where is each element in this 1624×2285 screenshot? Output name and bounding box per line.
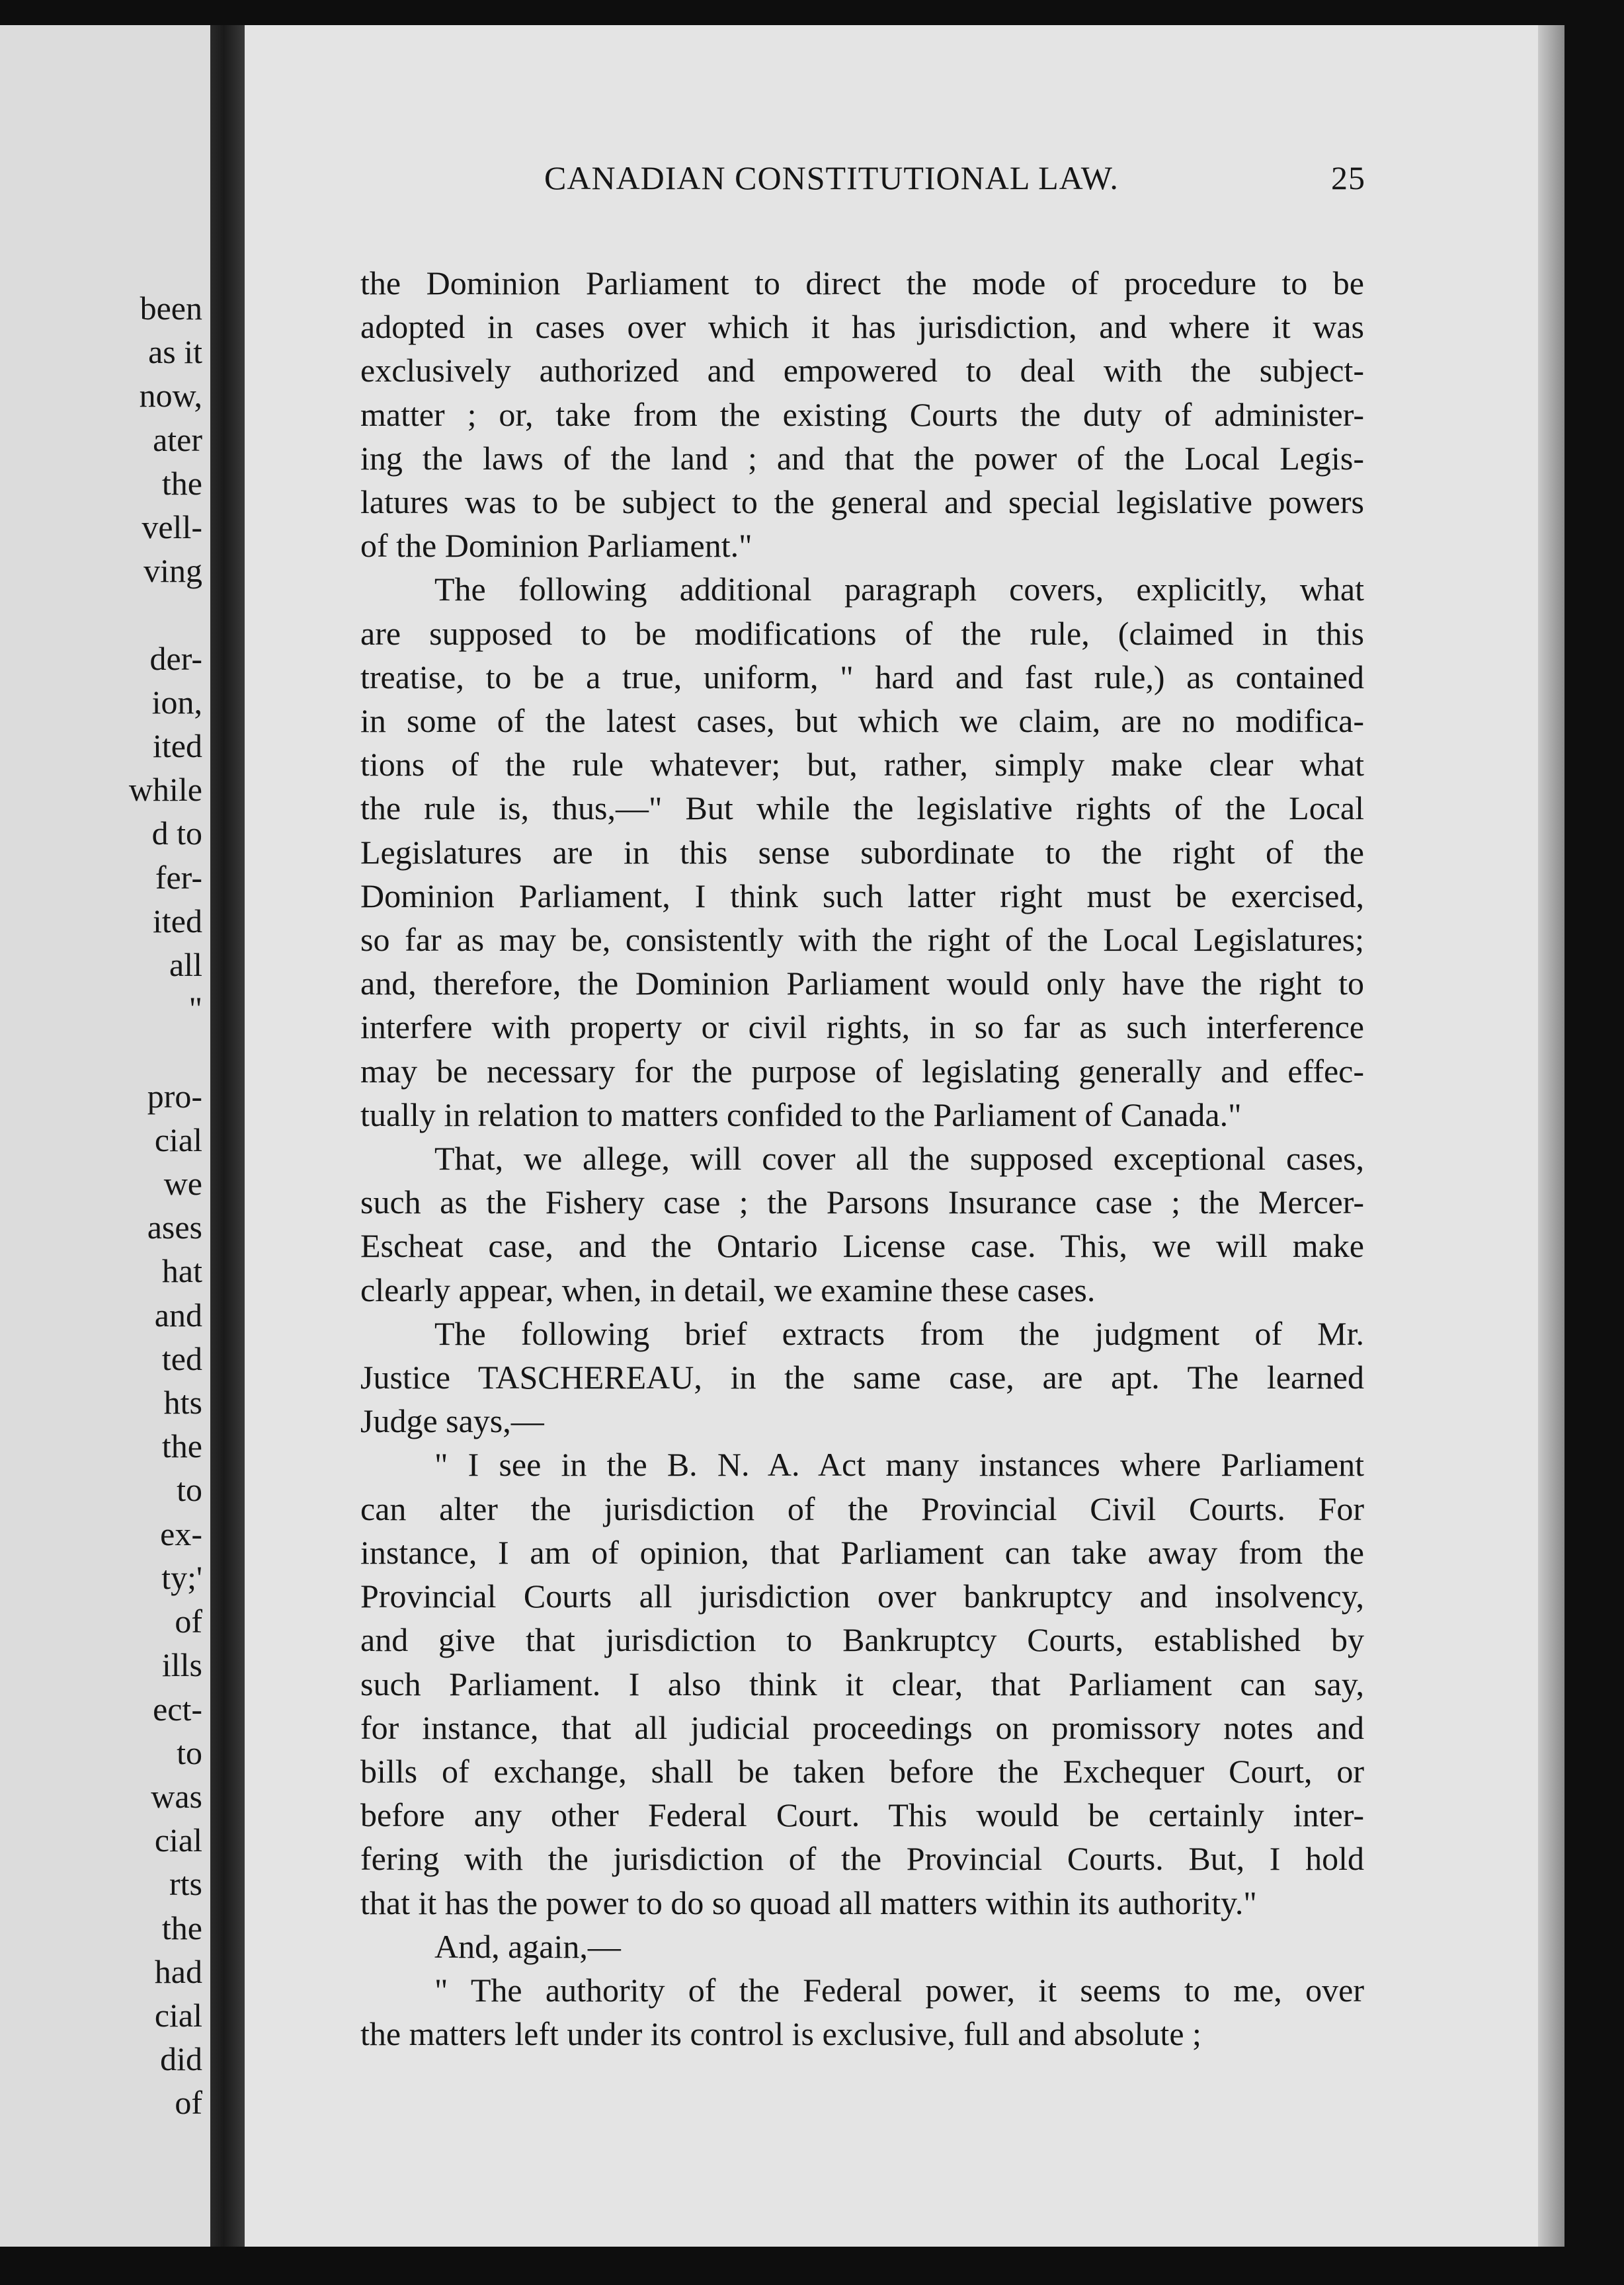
running-head-title: CANADIAN CONSTITUTIONAL LAW. <box>544 159 1119 196</box>
paragraph <box>360 1925 1364 1968</box>
text-line: instance, I am of opinion, that Parliament can take away from the <box>360 1533 1364 1571</box>
text-line: " I see in the B. N. A. Act many instances where Parliament <box>434 1446 1364 1484</box>
text-line: Justice TASCHEREAU, in the same case, are apt. The learned <box>360 1359 1364 1396</box>
text-line: are supposed to be modifications of the rule, (claimed in this <box>360 614 1364 652</box>
facing-page-fragment: of <box>175 1603 202 1640</box>
text-line: in some of the latest cases, but which we claim, are no modifica- <box>360 702 1364 740</box>
facing-page-fragment: ater <box>153 421 202 458</box>
paragraph <box>360 1137 1364 1312</box>
facing-page-fragment: cial <box>154 1996 202 2034</box>
running-head <box>301 159 1365 212</box>
facing-page-fragment: fer- <box>155 858 202 896</box>
text-line: Provincial Courts all jurisdiction over bankruptcy and insolvency, <box>360 1578 1364 1615</box>
facing-page-fragment: hts <box>163 1384 202 1422</box>
text-line: before any other Federal Court. This would be certainly inter- <box>360 1796 1364 1834</box>
facing-page-fragment: to <box>177 1734 202 1771</box>
text-line: Dominion Parliament, I think such latter right must be exercised, <box>360 877 1364 914</box>
text-line: for instance, that all judicial proceedings on promissory notes and <box>360 1708 1364 1746</box>
text-line: tually in relation to matters confided to the Parliament of Canada." <box>360 1096 1242 1133</box>
facing-page-fragment: of <box>175 2084 202 2122</box>
text-line: exclusively authorized and empowered to deal with the subject- <box>360 352 1364 389</box>
facing-page-fragment: cial <box>154 1121 202 1158</box>
text-line: And, again,— <box>434 1927 621 1965</box>
facing-page-fragment <box>129 1030 202 1074</box>
facing-page-fragment: hat <box>161 1252 202 1290</box>
text-line: so far as may be, consistently with the right of the Local Legislatures; <box>360 921 1364 959</box>
facing-page-fragment: ases <box>147 1209 202 1246</box>
text-line: ing the laws of the land ; and that the power of the Local Legis- <box>360 439 1364 477</box>
text-line: such as the Fishery case ; the Parsons Insurance case ; the Mercer- <box>360 1183 1364 1221</box>
text-line: Judge says,— <box>360 1402 544 1440</box>
facing-page-fragment: ited <box>153 727 202 765</box>
facing-page <box>0 25 210 2247</box>
text-line: that it has the power to do so quoad all matters within its authority." <box>360 1884 1257 1921</box>
facing-page-fragment: now, <box>139 377 202 415</box>
facing-page-fragment: ion, <box>151 683 202 721</box>
facing-page-fragment: while <box>128 771 202 809</box>
text-line: interfere with property or civil rights, in so far as such interference <box>360 1008 1364 1046</box>
facing-page-fragment: the <box>161 1909 202 1946</box>
facing-page-fragment: had <box>154 1952 202 1990</box>
facing-page-fragment: to <box>177 1471 202 1509</box>
page-edge <box>1538 25 1564 2247</box>
facing-page-fragment: ex- <box>160 1515 202 1552</box>
facing-page-fragment: all <box>169 946 202 984</box>
facing-page-fragment: and <box>154 1296 202 1334</box>
text-line: fering with the jurisdiction of the Provincial Courts. But, I hold <box>360 1840 1364 1878</box>
facing-page-fragment: rts <box>169 1865 202 1903</box>
facing-page-fragment: was <box>151 1777 202 1815</box>
paragraph <box>360 1968 1364 2056</box>
facing-page-fragment: d to <box>151 815 202 852</box>
facing-page-fragment: been <box>140 290 202 327</box>
text-line: That, we allege, will cover all the supposed exceptional cases, <box>434 1140 1364 1178</box>
text-line: the Dominion Parliament to direct the mode of procedure to be <box>360 264 1364 301</box>
paragraph <box>360 567 1364 1137</box>
text-line: and, therefore, the Dominion Parliament would only have the right to <box>360 965 1364 1002</box>
text-line: The following brief extracts from the judgment of Mr. <box>434 1314 1364 1352</box>
text-line: may be necessary for the purpose of legislating generally and effec- <box>360 1052 1364 1090</box>
facing-page-text <box>129 286 202 2125</box>
facing-page-fragment: as it <box>148 333 202 371</box>
text-line: adopted in cases over which it has jurisdiction, and where it was <box>360 308 1364 346</box>
facing-page-fragment: der- <box>149 639 202 677</box>
text-line: and give that jurisdiction to Bankruptcy Courts, established by <box>360 1621 1364 1659</box>
facing-page-fragment: pro- <box>147 1077 202 1115</box>
text-line: latures was to be subject to the general and special legislative powers <box>360 483 1364 521</box>
text-line: Legislatures are in this sense subordinate to the right of the <box>360 833 1364 871</box>
text-line: tions of the rule whatever; but, rather, simply make clear what <box>360 746 1364 783</box>
facing-page-fragment: ited <box>153 902 202 940</box>
text-line: of the Dominion Parliament." <box>360 527 752 565</box>
facing-page-fragment: vell- <box>142 508 202 546</box>
text-line: bills of exchange, shall be taken before the Exchequer Court, or <box>360 1752 1364 1790</box>
facing-page-fragment: " <box>188 990 202 1027</box>
paragraph <box>360 1312 1364 1443</box>
text-line: treatise, to be a true, uniform, " hard and fast rule,) as contained <box>360 658 1364 696</box>
text-line: can alter the jurisdiction of the Provincial Civil Courts. For <box>360 1490 1364 1527</box>
paragraph <box>360 261 1364 567</box>
text-line: The following additional paragraph covers, explicitly, what <box>434 571 1364 608</box>
facing-page-fragment: ills <box>161 1646 202 1684</box>
book-gutter <box>210 25 245 2247</box>
facing-page-fragment: did <box>160 2040 202 2078</box>
text-line: clearly appear, when, in detail, we examine these cases. <box>360 1271 1096 1308</box>
facing-page-fragment: ect- <box>153 1690 202 1728</box>
text-line: Escheat case, and the Ontario License case. This, we will make <box>360 1227 1364 1265</box>
text-line: the matters left under its control is exclusive, full and absolute ; <box>360 2015 1201 2053</box>
facing-page-fragment: we <box>163 1165 202 1203</box>
text-line: such Parliament. I also think it clear, that Parliament can say, <box>360 1665 1364 1703</box>
facing-page-fragment: ted <box>161 1340 202 1377</box>
facing-page-fragment <box>129 592 202 636</box>
page-number: 25 <box>1331 159 1365 196</box>
paragraph <box>360 1443 1364 1924</box>
body-text <box>360 261 1364 2056</box>
facing-page-fragment: the <box>161 1427 202 1465</box>
facing-page-fragment: ty;' <box>161 1558 202 1596</box>
facing-page-fragment: the <box>161 464 202 502</box>
text-line: the rule is, thus,—" But while the legislative rights of the Local <box>360 789 1364 827</box>
facing-page-fragment: cial <box>154 1822 202 1859</box>
text-line: matter ; or, take from the existing Courts the duty of administer- <box>360 395 1364 433</box>
text-line: " The authority of the Federal power, it seems to me, over <box>434 1971 1364 2009</box>
facing-page-fragment: ving <box>143 552 202 590</box>
